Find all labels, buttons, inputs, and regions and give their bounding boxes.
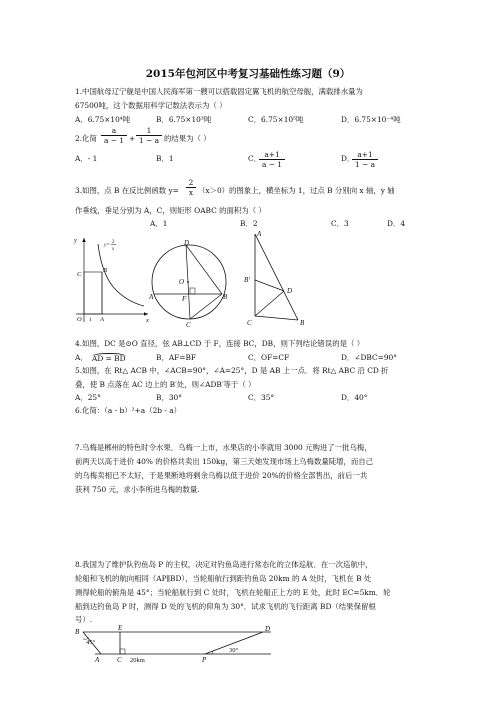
q1-option-b: B．6.75×10³吨 <box>156 115 212 124</box>
fig4-point-b: B <box>223 293 228 301</box>
q2-f1-denominator: a − 1 <box>104 136 124 145</box>
q5-stem-line1: 5.如图，在 Rt△ ACB 中，∠ACB=90°，∠A=25°，D 是 AB 上一点．将 Rt△ ABC 沿 CD 折 <box>75 366 389 375</box>
fig3-point-c: C <box>77 271 82 278</box>
figure-circle <box>146 236 232 328</box>
q2-option-a: A．- 1 <box>75 154 98 163</box>
q3-fraction <box>186 178 196 197</box>
fig4-point-o: O <box>179 278 185 286</box>
q2-f2-numerator: 1 <box>136 126 162 136</box>
fig5-point-b-prime: B′ <box>244 276 250 284</box>
fig5-point-b: B <box>300 319 305 327</box>
q2-plus: + <box>129 134 136 143</box>
q3-option-b: B．2 <box>240 219 258 228</box>
q7-line3: 的乌梅卖相已不太好，于是果断地将剩余乌梅以低于进价 20%的价格全部售出，前后一共 <box>75 471 368 480</box>
q7-line2: 前两天以高于进价 40% 的价格共卖出 150kg，第三天她发现市场上乌梅数量陡增，而自己 <box>75 457 374 466</box>
q3-option-d: D．4 <box>387 219 406 228</box>
q2-option-d-fraction <box>352 150 378 169</box>
q2-option-d: D． <box>341 154 355 163</box>
q2-d-numerator: a+1 <box>352 150 378 160</box>
fig8-angle-45: 45° <box>86 639 96 646</box>
q2-c-denominator: a − 1 <box>262 160 282 169</box>
q2-f2-denominator: 1 − a <box>139 136 159 145</box>
fig8-distance-label: 20km <box>130 657 145 664</box>
fig8-point-b: B <box>75 628 80 636</box>
q4-option-a: A． <box>75 353 88 362</box>
fig5-point-d: D <box>287 287 293 295</box>
fig3-x-label: x <box>146 317 149 324</box>
q8-line2: 轮船和飞机的航向相同（AP∥BD），当轮船航行到距钓鱼岛 20km 的 A 处时，飞机在 B 处 <box>75 574 372 583</box>
fig5-point-a: A <box>257 230 262 238</box>
q4-option-c: C．OF=CF <box>248 353 290 362</box>
q7-line1: 7.乌梅是郴州的特色时令水果．乌梅一上市，水果店的小李就用 3000 元购进了一批乌梅， <box>75 443 372 452</box>
q1-option-a: A．6.75×10⁴吨 <box>75 115 131 124</box>
page-title: 2015年包河区中考复习基础性练习题（9） <box>145 68 351 80</box>
q3-stem-line1b: （x＞0）的图象上，横坐标为 1，过点 B 分别向 x 轴，y 轴 <box>198 186 395 195</box>
q8-line3: 测得轮船的俯角是 45°；当轮船航行到 C 处时，飞机在轮船正上方的 E 处，此时 EC=5km．轮 <box>75 588 391 597</box>
figure-inverse-function <box>72 232 152 324</box>
fig3-point-b: B <box>103 267 107 274</box>
q2-fraction-2 <box>136 126 162 145</box>
q2-fraction-1 <box>101 126 127 145</box>
q3-stem-line2: 作垂线，垂足分别为 A，C，则矩形 OABC 的面积为（ ） <box>75 206 266 215</box>
q4-option-b: B．AF=BF <box>156 353 197 362</box>
q5-option-a: A．25° <box>75 393 101 402</box>
q1-stem-line1: 1.中国航母辽宁舰是中国人民海军第一艘可以搭载固定翼飞机的航空母舰，满载排水量为 <box>75 87 363 96</box>
fig3-eq-denominator: x <box>112 247 115 252</box>
fig4-point-a: A <box>149 293 154 301</box>
q3-option-c: C．3 <box>331 219 349 228</box>
q6-stem: 6.化简：（a - b）²+a（2b - a） <box>75 406 182 415</box>
q3-numerator: 2 <box>186 178 196 188</box>
fig8-angle-30: 30° <box>229 647 239 654</box>
q2-option-c: C． <box>248 154 262 163</box>
fig8-point-p: P <box>202 656 207 664</box>
fig3-y-label: y <box>74 237 77 244</box>
fig3-point-a: A <box>100 316 104 323</box>
q7-line4: 获利 750 元，求小李所进乌梅的数量. <box>75 485 200 494</box>
q8-line5: 号）. <box>75 615 93 624</box>
q3-option-a: A．1 <box>150 219 168 228</box>
q5-option-b: B．30° <box>156 393 182 402</box>
fig5-point-c: C <box>247 319 252 327</box>
fig8-point-d: D <box>265 625 271 633</box>
fig4-point-d: D <box>184 239 190 247</box>
q8-line4: 船到达钓鱼岛 P 时，测得 D 处的飞机的仰角为 30°．试求飞机的飞行距离 BD（结果保留根 <box>75 602 376 611</box>
q4-stem: 4.如图，DC 是⊙O 直径，弦 AB⊥CD 于 F，连接 BC，DB，则下列结论错误的是（ ） <box>75 339 365 348</box>
q4-option-d: D．∠DBC=90° <box>341 353 397 362</box>
fig3-eq-numerator: 2 <box>112 240 115 245</box>
q2-option-c-fraction <box>259 150 285 169</box>
q2-f1-numerator: a <box>101 126 127 136</box>
fig3-eq: y= <box>104 242 111 248</box>
fig8-point-c: C <box>117 656 122 664</box>
q5-option-d: D．40° <box>341 393 368 402</box>
q5-stem-line2: 叠，使 B 点落在 AC 边上的 B′处，则∠ADB′等于（ ） <box>75 380 256 389</box>
q1-option-c: C．6.75×10⁵吨 <box>248 115 304 124</box>
q2-c-numerator: a+1 <box>259 150 285 160</box>
q2-option-b: B．1 <box>156 154 174 163</box>
q4-option-a-arc-expression: AD = BD <box>92 354 126 363</box>
q5-option-c: C．35° <box>248 393 275 402</box>
q8-line1: 8.我国为了维护队钓鱼岛 P 的主权，决定对钓鱼岛进行常态化的立体巡航．在一次巡航中， <box>75 560 373 569</box>
q2-prefix: 2.化简 <box>75 134 97 143</box>
fig8-point-e: E <box>118 624 123 632</box>
q1-option-d: D．6.75×10⁻⁴吨 <box>341 115 401 124</box>
q3-stem-line1a: 3.如图，点 B 在反比例函数 y= <box>75 186 179 195</box>
q1-stem-line2: 67500吨，这个数据用科学记数法表示为（ ） <box>75 101 227 110</box>
q3-denominator: x <box>188 188 194 197</box>
q2-d-denominator: 1 − a <box>355 160 375 169</box>
fig4-point-c: C <box>186 321 191 329</box>
figure-patrol <box>75 624 285 664</box>
q2-suffix: 的结果为（ ） <box>164 134 211 143</box>
fig8-point-a: A <box>95 656 100 664</box>
fig3-tick-1: 1 <box>89 317 92 323</box>
figure-fold-triangle <box>242 228 314 332</box>
fig3-point-o: O <box>77 316 82 323</box>
fig4-point-f: F <box>182 295 187 303</box>
